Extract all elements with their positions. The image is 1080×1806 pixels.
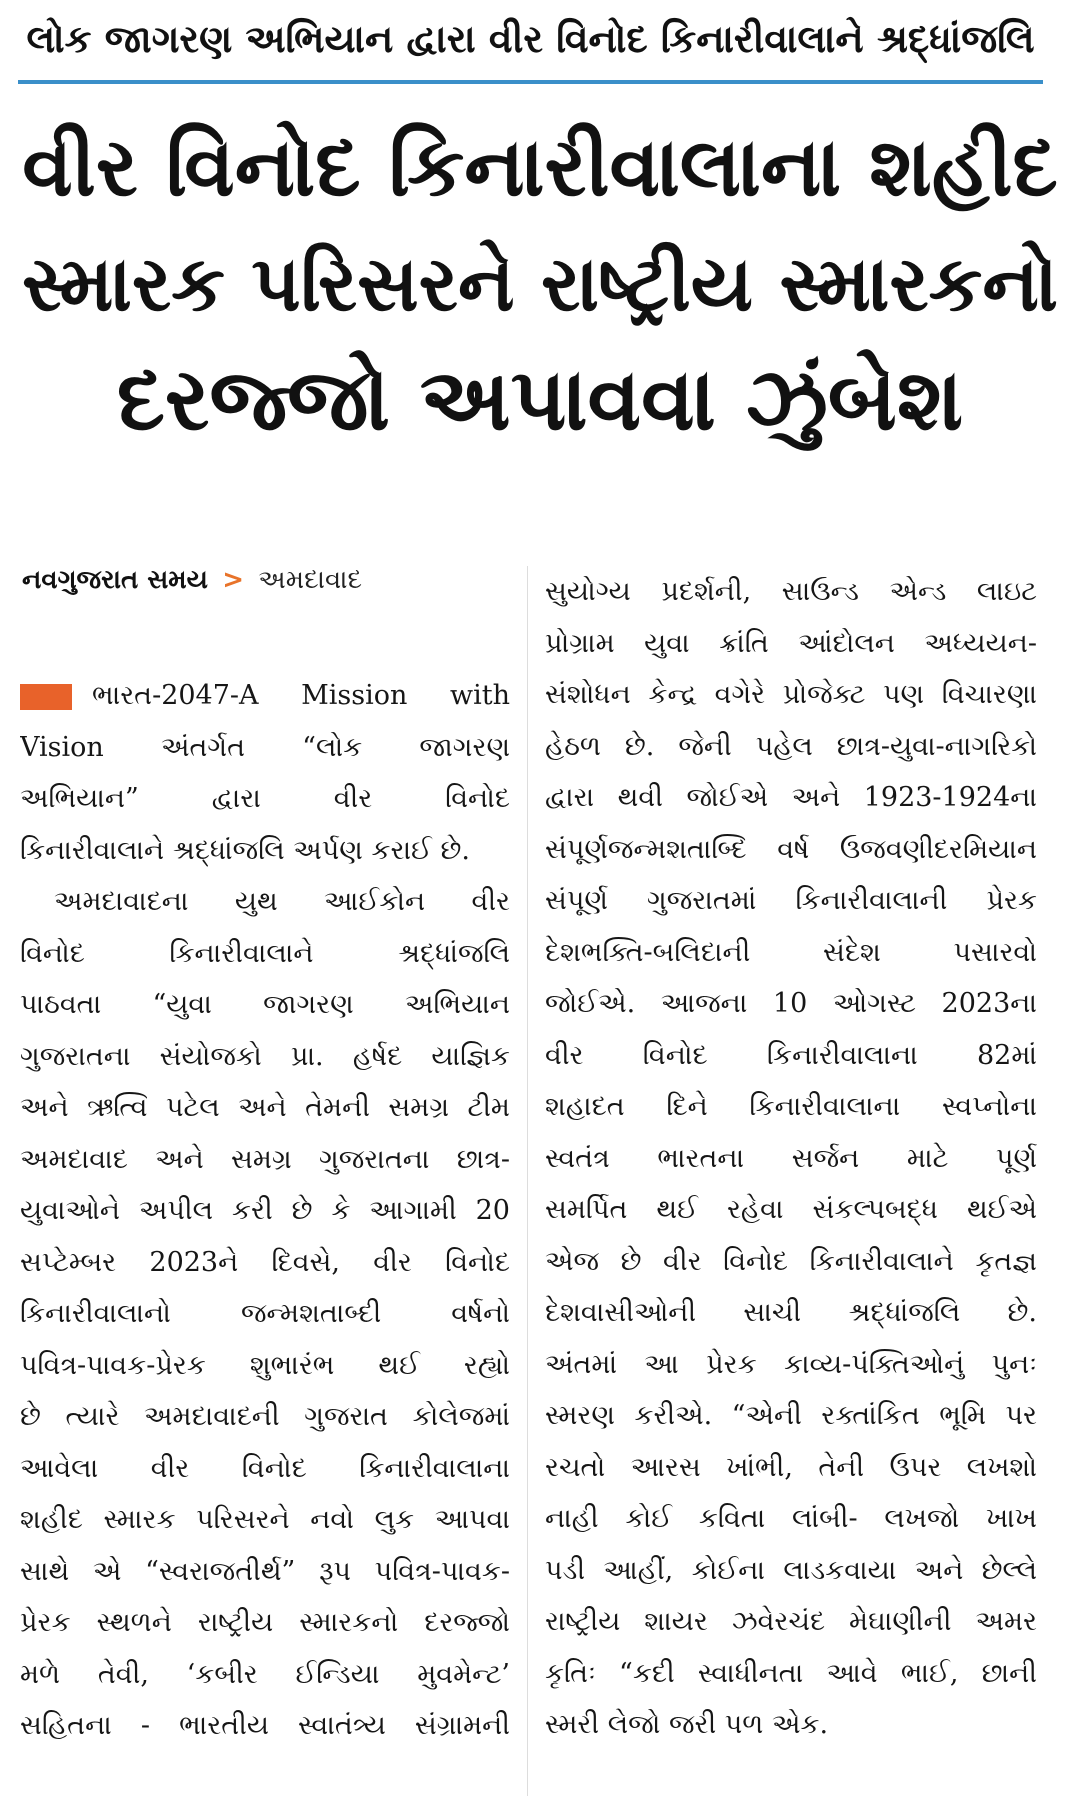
article-line: અંતમાં આ પ્રેરક કાવ્ય-પંક્તિઓનું પુનઃ <box>545 1348 1037 1380</box>
article-line: કૃતિઃ “કદી સ્વાધીનતા આવે ભાઈ, છાની <box>545 1657 1037 1689</box>
article-line: વિનોદ કિનારીવાલાને શ્રદ્ધાંજલિ <box>20 937 510 969</box>
byline-publication: નવગુજરાત સમય <box>22 565 208 595</box>
headline <box>0 110 1080 458</box>
article-line: હેઠળ છે. જેની પહેલ છાત્ર-યુવા-નાગરિકો <box>545 730 1037 762</box>
article-line: ગુજરાતના સંયોજકો પ્રા. હર્ષદ યાજ્ઞિક <box>20 1040 510 1072</box>
article-line: અમદાવાદના યુથ આઈકોન વીર <box>54 886 510 917</box>
article-line: પડી આહીં, કોઈના લાડકવાયા અને છેલ્લે <box>545 1554 1037 1586</box>
byline-city: અમદાવાદ <box>258 565 363 595</box>
article-line: સંપૂર્ણ ગુજરાતમાં કિનારીવાલાની પ્રેરક <box>545 885 1037 916</box>
column-divider <box>527 566 528 1796</box>
article-line: સમર્પિત થઈ રહેવા સંકલ્પબદ્ધ થઈએ <box>545 1194 1037 1225</box>
article-line: અને ઋત્વિ પટેલ અને તેમની સમગ્ર ટીમ <box>20 1092 510 1123</box>
article-line: શહાદત દિને કિનારીવાલાના સ્વપ્નોના <box>545 1091 1037 1122</box>
article-line: પાઠવતા “યુવા જાગરણ અભિયાન <box>20 989 510 1020</box>
headline-line: વીર વિનોદ કિનારીવાલાના શહીદ <box>22 121 1058 215</box>
kicker-heading: લોક જાગરણ અભિયાન દ્વારા વીર વિનોદ કિનારીવાલાને શ્રદ્ધાંજલિ <box>26 17 1035 61</box>
article-line: શહીદ સ્મારક પરિસરને નવો લુક આપવા <box>20 1504 510 1535</box>
article-line: પ્રેરક સ્થળને રાષ્ટ્રીય સ્મારકનો દરજ્જો <box>20 1607 510 1638</box>
article-line: Vision અંતર્ગત “લોક જાગરણ <box>20 731 510 763</box>
article-line-text: ભારત-2047-A Mission with <box>92 680 510 711</box>
byline <box>22 562 522 598</box>
byline-separator: > <box>222 565 245 595</box>
article-line: સ્મરણ કરીએ. “એની રક્તાંકિત ભૂમિ પર <box>545 1400 1037 1431</box>
article-line: સ્મરી લેજો જરી પળ એક. <box>545 1709 829 1740</box>
article-line: દેશવાસીઓની સાચી શ્રદ્ધાંજલિ છે. <box>545 1297 1037 1328</box>
article-line: અમદાવાદ અને સમગ્ર ગુજરાતના છાત્ર- <box>20 1143 510 1175</box>
article-line: રચતો આરસ ખાંભી, તેની ઉપર લખશો <box>545 1451 1037 1483</box>
section-marker <box>20 684 72 710</box>
article-line: સુયોગ્ય પ્રદર્શની, સાઉન્ડ એન્ડ લાઇટ <box>545 576 1037 607</box>
article-line: કિનારીવાલાને શ્રદ્ધાંજલિ અર્પણ કરાઈ છે. <box>20 834 470 866</box>
article-line: જોઈએ. આજના 10 ઓગસ્ટ 2023ના <box>545 988 1037 1019</box>
article-line <box>20 670 510 722</box>
article-line: રાષ્ટ્રીય શાયર ઝવેરચંદ મેઘાણીની અમર <box>545 1606 1037 1637</box>
article-line: એજ છે વીર વિનોદ કિનારીવાલાને કૃતજ્ઞ <box>545 1245 1037 1277</box>
article-line: સપ્ટેમ્બર 2023ને દિવસે, વીર વિનોદ <box>20 1246 510 1278</box>
article-line: છે ત્યારે અમદાવાદની ગુજરાત કોલેજમાં <box>20 1401 510 1432</box>
kicker-rule <box>18 80 1043 84</box>
article-line: પવિત્ર-પાવક-પ્રેરક શુભારંભ થઈ રહ્યો <box>20 1349 510 1381</box>
article-line: સંશોધન કેન્દ્ર વગેરે પ્રોજેક્ટ પણ વિચારણા <box>545 679 1037 710</box>
article-line: પ્રોગ્રામ યુવા ક્રાંતિ આંદોલન અધ્યયન- <box>545 627 1037 659</box>
headline-line: સ્મારક પરિસરને રાષ્ટ્રીય સ્મારકનો <box>22 239 1058 328</box>
article-line: સાથે એ “સ્વરાજતીર્થ” રૂપ પવિત્ર-પાવક- <box>20 1555 510 1587</box>
article-line: સહિતના - ભારતીય સ્વાતંત્ર્ય સંગ્રામની <box>20 1710 510 1741</box>
article-line: આવેલા વીર વિનોદ કિનારીવાલાના <box>20 1452 510 1484</box>
article-line: દેશભક્તિ-બલિદાની સંદેશ પસારવો <box>545 936 1037 968</box>
article-line: વીર વિનોદ કિનારીવાલાના 82માં <box>545 1039 1037 1071</box>
article-column-right <box>545 566 1037 1751</box>
article-line: યુવાઓને અપીલ કરી છે કે આગામી 20 <box>20 1195 510 1226</box>
article-column-left <box>20 670 510 1752</box>
article-line: સંપૂર્ણજન્મશતાબ્દિ વર્ષ ઉજવણીદરમિયાન <box>545 833 1037 865</box>
headline-line: દરજ્જો અપાવવા ઝુંબેશ <box>116 350 964 450</box>
article-line: મળે તેવી, ‘કબીર ઈન્ડિયા મુવમેન્ટ’ <box>20 1658 510 1690</box>
article-line: નાહી કોઈ કવિતા લાંબી- લખજો ખાખ <box>545 1503 1037 1534</box>
article-line: સ્વતંત્ર ભારતના સર્જન માટે પૂર્ણ <box>545 1142 1037 1174</box>
article-line: કિનારીવાલાનો જન્મશતાબ્દી વર્ષનો <box>20 1298 510 1329</box>
article-line: દ્વારા થવી જોઈએ અને 1923-1924ના <box>545 782 1037 813</box>
article-line: અભિયાન” દ્વારા વીર વિનોદ <box>20 783 510 814</box>
